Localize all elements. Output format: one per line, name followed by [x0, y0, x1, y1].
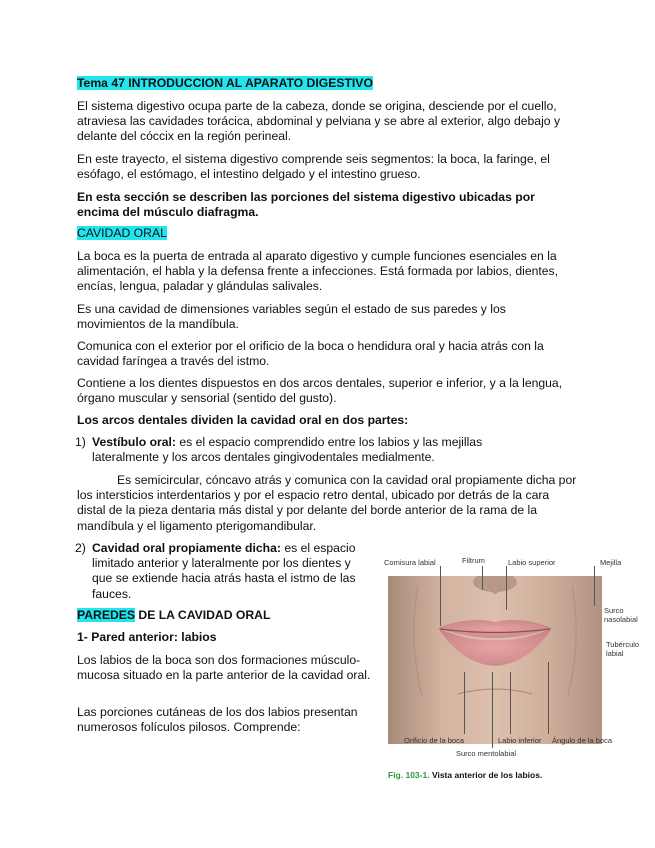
lips-photo [388, 576, 602, 744]
label-orificio: Orificio de la boca [404, 736, 465, 745]
label-surco-nasolabial: Surco nasolabial [604, 606, 638, 624]
section-heading-highlight: PAREDES [77, 608, 136, 622]
list-item-text: es el espacio limitado anterior y lateralmente por los dientes y que se extiende hacia atrás hasta el istmo de las fauces. [92, 541, 356, 601]
leader-line [440, 566, 441, 626]
list-item-term: Cavidad oral propiamente dicha: [92, 541, 281, 555]
vestibulo-extra-paragraph: Es semicircular, cóncavo atrás y comunica con la cavidad oral propiamente dicha por los intersticios interdentarios y por el espacio retro dental, ubicado por detrás de la cara distal de la pieza dentaria más distal y por delante del borde anterior de la rama de la mandíbula y el ligamento pterigomandibular. [77, 473, 577, 533]
figure-caption [388, 770, 542, 780]
list-number-2: 2) [75, 541, 86, 555]
label-mejilla: Mejilla [600, 558, 622, 567]
label-angulo: Ángulo de la boca [552, 736, 613, 745]
figure-caption-text: Vista anterior de los labios. [429, 770, 543, 780]
intro-paragraph-1: El sistema digestivo ocupa parte de la cabeza, donde se origina, desciende por el cuello, atraviesa las cavidades torácica, abdominal y pelviana y se abre al exterior, algo debajo y delante del cóccix en la región perineal. [77, 99, 561, 144]
leader-line [510, 672, 511, 734]
list-number-1: 1) [75, 435, 86, 449]
arcos-heading: Los arcos dentales dividen la cavidad oral en dos partes: [77, 413, 409, 427]
labios-paragraph-1: Los labios de la boca son dos formaciones músculo-mucosa situado en la parte anterior de la cavidad oral. [77, 653, 371, 683]
label-comisura: Comisura labial [384, 558, 436, 567]
chapter-title [77, 76, 577, 91]
intro-paragraph-2: En este trayecto, el sistema digestivo comprende seis segmentos: la boca, la faringe, el esófago, el estómago, el intestino delgado y el intestino grueso. [77, 152, 550, 182]
chapter-title-text: Tema 47 INTRODUCCION AL APARATO DIGESTIVO [77, 76, 373, 90]
list-item-text: es el espacio comprendido entre los labios y las mejillas lateralmente y los arcos dentales gingivodentales medialmente. [92, 435, 483, 465]
oral-paragraph-1: La boca es la puerta de entrada al aparato digestivo y cumple funciones esenciales en la alimentación, el habla y la defensa frente a infecciones. Está formada por labios, dientes, encías, lengua, paladar y glándulas salivales. [77, 249, 559, 294]
section-heading-paredes [77, 608, 377, 623]
leader-line [464, 672, 465, 734]
label-labio-inferior: Labio inferior [498, 736, 542, 745]
lips-figure [380, 552, 640, 784]
leader-line [594, 566, 595, 606]
lips-illustration [388, 576, 602, 744]
section-heading-rest: DE LA CAVIDAD ORAL [135, 608, 271, 622]
oral-paragraph-2: Es una cavidad de dimensiones variables según el estado de sus paredes y los movimientos de la mandíbula. [77, 302, 506, 332]
section-heading-cavidad-oral [77, 226, 577, 241]
list-item-term: Vestíbulo oral: [92, 435, 176, 449]
subheading-pared-anterior: 1- Pared anterior: labios [77, 630, 217, 644]
label-filtrum: Filtrum [462, 556, 485, 565]
label-tuberculo: Tubérculo labial [606, 640, 640, 658]
list-item-cavidad-propia [92, 541, 372, 602]
list-item-vestibulo [92, 435, 522, 465]
leader-line [548, 662, 549, 734]
oral-paragraph-3: Comunica con el exterior por el orificio de la boca o hendidura oral y hacia atrás con la cavidad faríngea a través del istmo. [77, 339, 544, 369]
label-surco-mentolabial: Surco mentolabial [456, 749, 517, 758]
intro-bold-paragraph: En esta sección se describen las porciones del sistema digestivo ubicadas por encima del músculo diafragma. [77, 190, 535, 220]
leader-line [506, 566, 507, 610]
section-heading-text: CAVIDAD ORAL [77, 226, 167, 240]
label-labio-superior: Labio superior [508, 558, 556, 567]
leader-line [492, 672, 493, 748]
figure-caption-number: Fig. 103-1. [388, 770, 430, 780]
oral-paragraph-4: Contiene a los dientes dispuestos en dos arcos dentales, superior e inferior, y a la lengua, órgano muscular y sensorial (sentido del gusto). [77, 376, 563, 406]
labios-paragraph-2: Las porciones cutáneas de los dos labios presentan numerosos folículos pilosos. Comprende: [77, 705, 358, 735]
leader-line [482, 566, 483, 590]
